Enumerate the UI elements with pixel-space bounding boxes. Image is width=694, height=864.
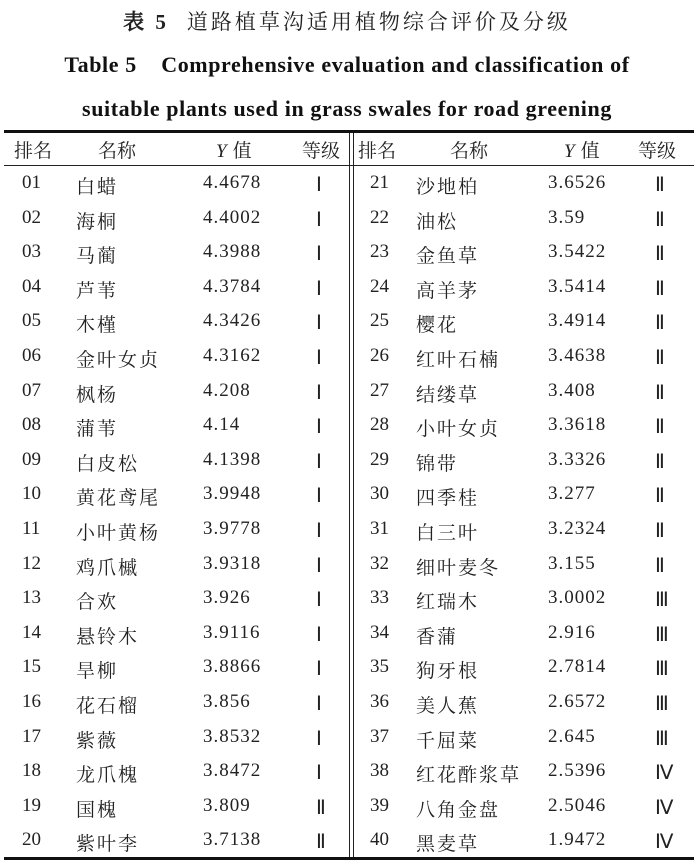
plant-name-cell: 蒲苇	[76, 418, 119, 441]
rank-cell: 36	[370, 690, 389, 712]
table-row	[354, 443, 694, 478]
rank-cell: 28	[370, 414, 389, 436]
table-row	[4, 166, 349, 201]
grade-cell: Ⅱ	[655, 277, 665, 300]
grade-cell: Ⅲ	[655, 589, 669, 612]
y-value-cell: 3.8532	[203, 725, 262, 747]
grade-cell: Ⅱ	[655, 208, 665, 231]
table-row	[354, 754, 694, 789]
table-body-left	[4, 166, 349, 858]
grade-cell: Ⅲ	[655, 658, 669, 681]
y-value-cell: 3.8866	[203, 656, 262, 678]
grade-cell: Ⅱ	[655, 346, 665, 369]
plant-name-cell: 黑麦草	[416, 833, 480, 856]
table-row	[4, 235, 349, 270]
grade-cell: Ⅰ	[316, 658, 322, 681]
rank-cell: 13	[22, 587, 41, 609]
header-name: 名称	[450, 140, 489, 162]
plant-name-cell: 四季桂	[416, 487, 480, 510]
y-value-cell: 3.5422	[548, 241, 607, 263]
grade-cell: Ⅰ	[316, 519, 322, 542]
plant-name-cell: 高羊茅	[416, 279, 480, 302]
rank-cell: 04	[22, 275, 41, 297]
y-value-cell: 3.408	[548, 379, 596, 401]
y-value-cell: 3.4914	[548, 310, 607, 332]
plant-name-cell: 锦带	[416, 452, 459, 475]
grade-cell: Ⅱ	[655, 485, 665, 508]
header-y-value	[216, 136, 252, 163]
plant-name-cell: 合欢	[76, 591, 119, 614]
plant-name-cell: 红叶石楠	[416, 348, 501, 371]
header-y-symbol: Y	[216, 141, 227, 162]
plant-name-cell: 马蔺	[76, 245, 119, 268]
grade-cell: Ⅱ	[655, 519, 665, 542]
table-row	[354, 789, 694, 824]
table-row	[4, 789, 349, 824]
grade-cell: Ⅰ	[316, 727, 322, 750]
rank-cell: 16	[22, 690, 41, 712]
plant-name-cell: 白皮松	[76, 452, 140, 475]
y-value-cell: 3.9948	[203, 483, 262, 505]
table-row	[354, 339, 694, 374]
table-row	[354, 166, 694, 201]
plant-name-cell: 结缕草	[416, 383, 480, 406]
rank-cell: 06	[22, 344, 41, 366]
grade-cell: Ⅱ	[655, 381, 665, 404]
grade-cell: Ⅰ	[316, 762, 322, 785]
rank-cell: 14	[22, 621, 41, 643]
y-value-cell: 4.3162	[203, 344, 262, 366]
grade-cell: Ⅰ	[316, 485, 322, 508]
plant-name-cell: 紫叶李	[76, 833, 140, 856]
rank-cell: 33	[370, 587, 389, 609]
y-value-cell: 3.3326	[548, 448, 607, 470]
plant-name-cell: 红花酢浆草	[416, 764, 522, 787]
table-row	[354, 547, 694, 582]
plant-name-cell: 黄花鸢尾	[76, 487, 161, 510]
y-value-cell: 2.7814	[548, 656, 607, 678]
grade-cell: Ⅱ	[655, 312, 665, 335]
grade-cell: Ⅱ	[655, 174, 665, 196]
rank-cell: 35	[370, 656, 389, 678]
grade-cell: Ⅰ	[316, 692, 322, 715]
header-rank: 排名	[14, 140, 53, 162]
plant-name-cell: 红瑞木	[416, 591, 480, 614]
y-value-cell: 3.0002	[548, 587, 607, 609]
grade-cell: Ⅱ	[316, 796, 326, 819]
table-row	[354, 512, 694, 547]
y-value-cell: 2.5396	[548, 760, 607, 782]
table-row	[4, 339, 349, 374]
grade-cell: Ⅲ	[655, 623, 669, 646]
plant-name-cell: 白三叶	[416, 521, 480, 544]
grade-cell: Ⅰ	[316, 554, 322, 577]
grade-cell: Ⅰ	[316, 589, 322, 612]
rank-cell: 19	[22, 794, 41, 816]
y-value-cell: 3.277	[548, 483, 596, 505]
rank-cell: 27	[370, 379, 389, 401]
table-row	[4, 823, 349, 858]
plant-name-cell: 小叶女贞	[416, 418, 501, 441]
grade-cell: Ⅱ	[655, 554, 665, 577]
grade-cell: Ⅰ	[316, 381, 322, 404]
grade-cell: Ⅰ	[316, 312, 322, 335]
rank-cell: 01	[22, 172, 41, 193]
y-value-cell: 3.8472	[203, 760, 262, 782]
table-row	[354, 823, 694, 858]
table-row	[354, 235, 694, 270]
y-value-cell: 4.3988	[203, 241, 262, 263]
grade-cell: Ⅰ	[316, 416, 322, 439]
y-value-cell: 3.4638	[548, 344, 607, 366]
table-row	[354, 304, 694, 339]
rank-cell: 23	[370, 241, 389, 263]
table-column-divider	[349, 133, 350, 857]
grade-cell: Ⅱ	[655, 243, 665, 266]
table-body-right	[354, 166, 694, 858]
y-value-cell: 3.856	[203, 690, 251, 712]
table-row	[4, 616, 349, 651]
plant-name-cell: 鸡爪槭	[76, 556, 140, 579]
rank-cell: 22	[370, 206, 389, 228]
header-y-suffix: 值	[226, 140, 252, 162]
y-value-cell: 2.5046	[548, 794, 607, 816]
grade-cell: Ⅱ	[655, 450, 665, 473]
y-value-cell: 2.916	[548, 621, 596, 643]
table-row	[4, 547, 349, 582]
table-row	[4, 477, 349, 512]
table-row	[354, 201, 694, 236]
header-rank: 排名	[358, 140, 397, 162]
grade-cell: Ⅰ	[316, 277, 322, 300]
table-number-cn: 表 5	[123, 10, 169, 34]
y-value-cell: 3.2324	[548, 517, 607, 539]
rank-cell: 02	[22, 206, 41, 228]
y-value-cell: 3.926	[203, 587, 251, 609]
plant-name-cell: 金叶女贞	[76, 348, 161, 371]
rank-cell: 31	[370, 517, 389, 539]
table-row	[4, 754, 349, 789]
y-value-cell: 2.645	[548, 725, 596, 747]
y-value-cell: 4.3784	[203, 275, 262, 297]
table-row	[4, 374, 349, 409]
rank-cell: 17	[22, 725, 41, 747]
grade-cell: Ⅰ	[316, 623, 322, 646]
rank-cell: 11	[22, 517, 41, 539]
table-row	[354, 650, 694, 685]
y-value-cell: 4.208	[203, 379, 251, 401]
table-row	[4, 685, 349, 720]
y-value-cell: 3.7138	[203, 829, 262, 851]
table-row	[354, 581, 694, 616]
table-row	[4, 443, 349, 478]
rank-cell: 12	[22, 552, 41, 574]
y-value-cell: 3.3618	[548, 414, 607, 436]
y-value-cell: 3.9318	[203, 552, 262, 574]
rank-cell: 25	[370, 310, 389, 332]
grade-cell: Ⅰ	[316, 243, 322, 266]
y-value-cell: 3.809	[203, 794, 251, 816]
table-row	[4, 581, 349, 616]
table-row	[4, 201, 349, 236]
grade-cell: Ⅳ	[655, 762, 674, 785]
y-value-cell: 4.14	[203, 414, 241, 436]
table-caption-english-line2: suitable plants used in grass swales for road greening	[82, 96, 612, 121]
table-row	[4, 270, 349, 305]
y-value-cell: 4.1398	[203, 448, 262, 470]
plant-name-cell: 千屈菜	[416, 729, 480, 752]
rank-cell: 20	[22, 829, 41, 851]
plant-name-cell: 国槐	[76, 798, 119, 821]
plant-name-cell: 细叶麦冬	[416, 556, 501, 579]
y-value-cell: 4.4678	[203, 172, 262, 193]
header-y-value	[564, 136, 600, 163]
table-row	[354, 270, 694, 305]
rank-cell: 03	[22, 241, 41, 263]
y-value-cell: 3.9778	[203, 517, 262, 539]
header-grade: 等级	[638, 140, 677, 162]
table-row	[4, 304, 349, 339]
table-caption-english-line1: Table 5 Comprehensive evaluation and classification of	[64, 52, 630, 77]
plant-name-cell: 悬铃木	[76, 625, 140, 648]
grade-cell: Ⅰ	[316, 174, 322, 196]
plant-name-cell: 美人蕉	[416, 694, 480, 717]
grade-cell: Ⅱ	[316, 831, 326, 854]
rank-cell: 10	[22, 483, 41, 505]
rank-cell: 37	[370, 725, 389, 747]
y-value-cell: 3.5414	[548, 275, 607, 297]
y-value-cell: 3.9116	[203, 621, 261, 643]
y-value-cell: 4.4002	[203, 206, 262, 228]
grade-cell: Ⅰ	[316, 450, 322, 473]
table-row	[4, 650, 349, 685]
rank-cell: 09	[22, 448, 41, 470]
y-value-cell: 1.9472	[548, 829, 607, 851]
plant-name-cell: 龙爪槐	[76, 764, 140, 787]
plant-name-cell: 芦苇	[76, 279, 119, 302]
plant-name-cell: 小叶黄杨	[76, 521, 161, 544]
rank-cell: 38	[370, 760, 389, 782]
rank-cell: 08	[22, 414, 41, 436]
table-header-left	[4, 136, 349, 164]
table-row	[354, 408, 694, 443]
table-title-cn: 道路植草沟适用植物综合评价及分级	[186, 10, 571, 34]
plant-name-cell: 香蒲	[416, 625, 459, 648]
rank-cell: 32	[370, 552, 389, 574]
plant-name-cell: 旱柳	[76, 660, 119, 683]
rank-cell: 34	[370, 621, 389, 643]
rank-cell: 29	[370, 448, 389, 470]
header-y-suffix: 值	[574, 140, 600, 162]
grade-cell: Ⅰ	[316, 346, 322, 369]
table-row	[354, 477, 694, 512]
table-header-right	[354, 136, 694, 164]
rank-cell: 15	[22, 656, 41, 678]
rank-cell: 07	[22, 379, 41, 401]
table-row	[4, 408, 349, 443]
rank-cell: 26	[370, 344, 389, 366]
header-y-symbol: Y	[564, 141, 575, 162]
table-caption-chinese	[0, 6, 694, 36]
header-name: 名称	[98, 140, 137, 162]
table-row	[354, 720, 694, 755]
y-value-cell: 2.6572	[548, 690, 607, 712]
rank-cell: 05	[22, 310, 41, 332]
table-row	[4, 512, 349, 547]
plant-name-cell: 樱花	[416, 314, 459, 337]
table-row	[4, 720, 349, 755]
rank-cell: 21	[370, 172, 389, 193]
y-value-cell: 3.155	[548, 552, 596, 574]
plant-name-cell: 油松	[416, 210, 459, 233]
y-value-cell: 3.6526	[548, 172, 607, 193]
grade-cell: Ⅳ	[655, 796, 674, 819]
plant-name-cell: 沙地柏	[416, 176, 480, 198]
y-value-cell: 4.3426	[203, 310, 262, 332]
plant-name-cell: 紫薇	[76, 729, 119, 752]
grade-cell: Ⅲ	[655, 727, 669, 750]
plant-name-cell: 金鱼草	[416, 245, 480, 268]
rank-cell: 30	[370, 483, 389, 505]
plant-name-cell: 狗牙根	[416, 660, 480, 683]
rank-cell: 18	[22, 760, 41, 782]
plant-name-cell: 枫杨	[76, 383, 119, 406]
plant-name-cell: 海桐	[76, 210, 119, 233]
rank-cell: 40	[370, 829, 389, 851]
header-grade: 等级	[302, 140, 341, 162]
plant-name-cell: 木槿	[76, 314, 119, 337]
grade-cell: Ⅳ	[655, 831, 674, 854]
table-row	[354, 685, 694, 720]
plant-name-cell: 白蜡	[76, 176, 119, 198]
grade-cell: Ⅲ	[655, 692, 669, 715]
grade-cell: Ⅰ	[316, 208, 322, 231]
grade-cell: Ⅱ	[655, 416, 665, 439]
rank-cell: 39	[370, 794, 389, 816]
y-value-cell: 3.59	[548, 206, 586, 228]
table-row	[354, 616, 694, 651]
plant-name-cell: 花石榴	[76, 694, 140, 717]
table-row	[354, 374, 694, 409]
plant-name-cell: 八角金盘	[416, 798, 501, 821]
rank-cell: 24	[370, 275, 389, 297]
